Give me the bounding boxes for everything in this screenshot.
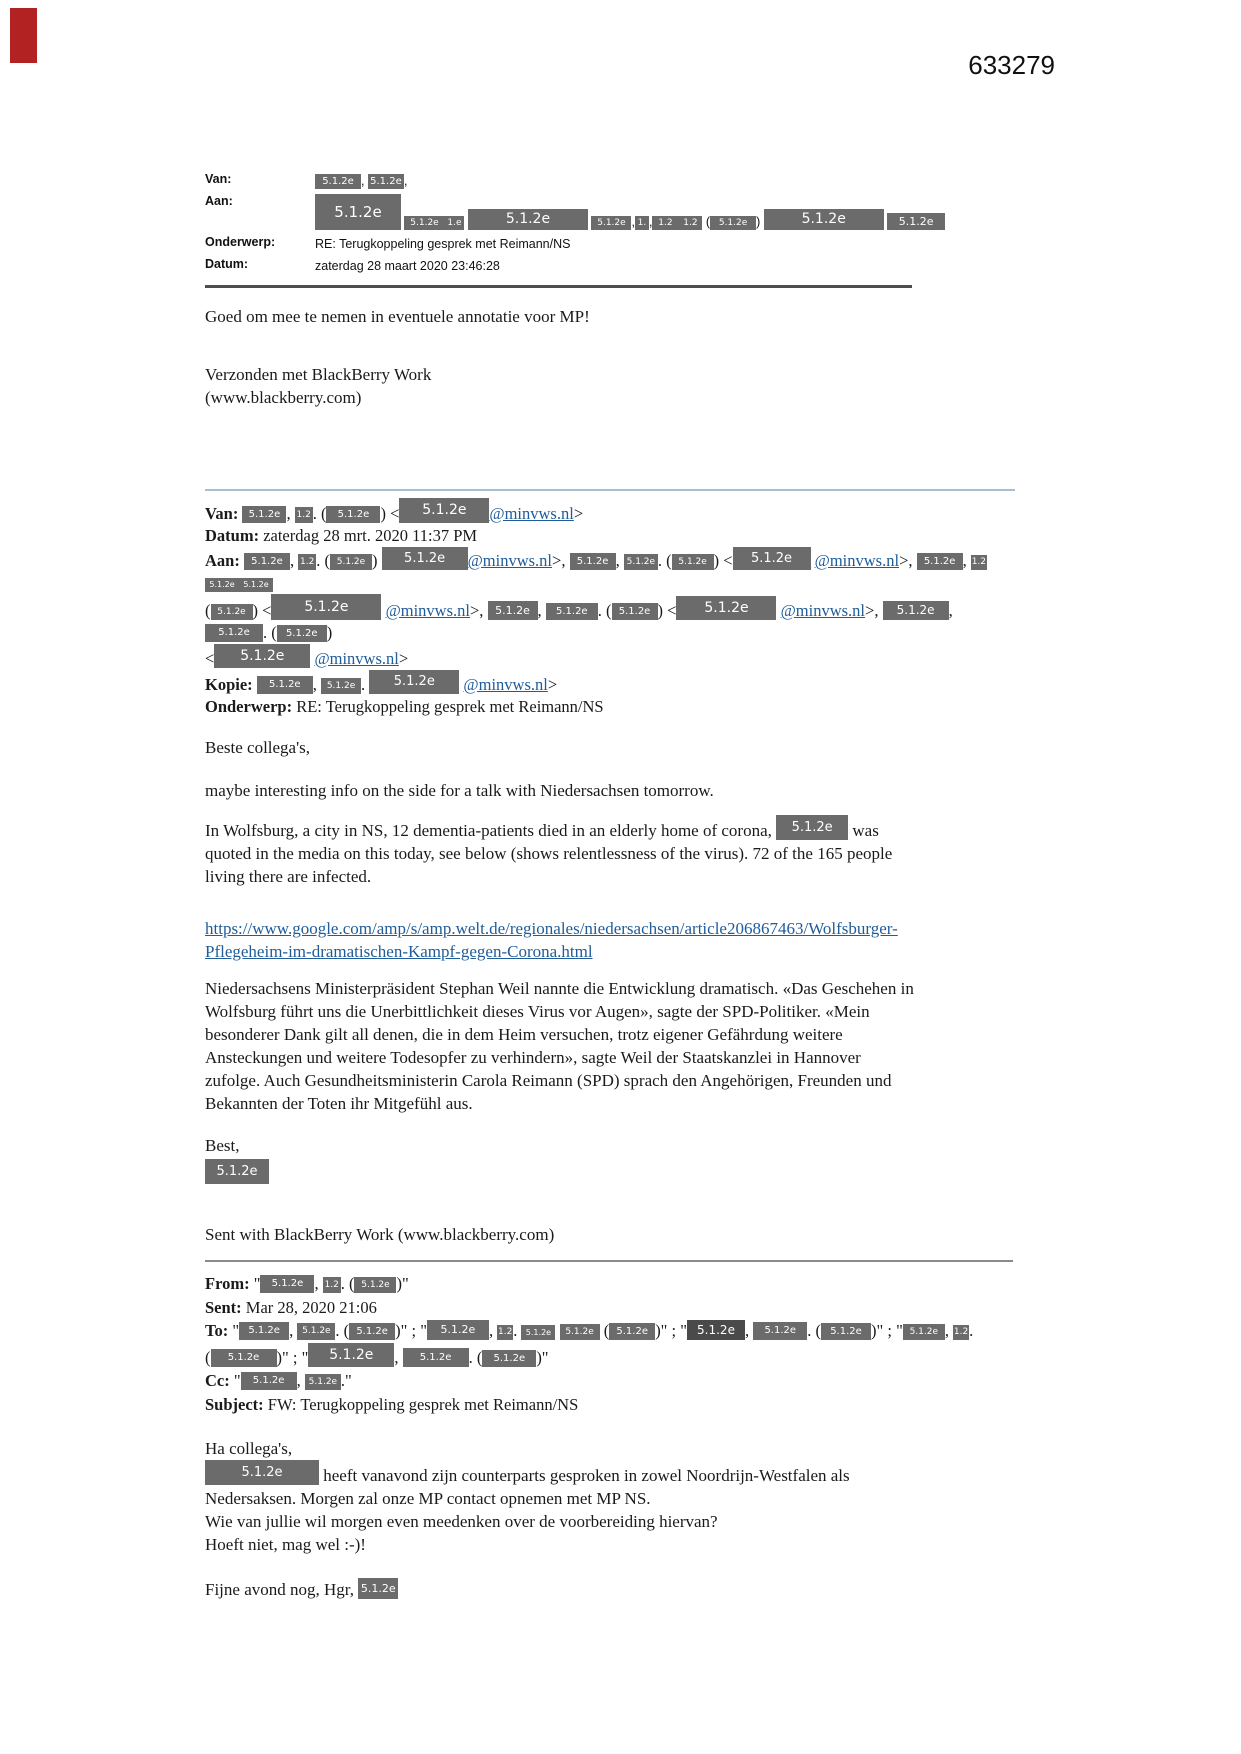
text-run: zaterdag 28 mrt. 2020 11:37 PM xyxy=(259,526,478,545)
aan-label: Aan: xyxy=(205,194,233,208)
text-run: ( xyxy=(205,601,211,620)
text-run: . ( xyxy=(340,1274,355,1293)
text-run: ) < xyxy=(657,601,677,620)
text-run: , xyxy=(944,1321,954,1340)
paragraph-info: maybe interesting info on the side for a talk with Niedersachsen tomorrow. xyxy=(205,781,714,800)
field-label: From: xyxy=(205,1274,250,1293)
text-run: ( xyxy=(702,215,711,229)
text-run: Fijne avond nog, Hgr, xyxy=(205,1580,359,1599)
footer-line2: Nedersaksen. Morgen zal onze MP contact opnemen met MP NS. xyxy=(205,1489,651,1508)
redaction-chip: 1.2 xyxy=(497,1325,513,1340)
document-number: 633279 xyxy=(968,50,1055,80)
redaction-chip: 5.1.2e xyxy=(821,1323,871,1340)
greeting-text: Beste collega's, xyxy=(205,738,311,757)
signature-redaction xyxy=(205,1159,917,1186)
aan-value xyxy=(315,194,945,231)
text-run: ) < xyxy=(713,551,733,570)
redaction-chip: 5.1.2e xyxy=(883,601,949,620)
redaction-chip: 5.1.2e xyxy=(315,174,361,189)
text-run: " xyxy=(249,1274,261,1293)
text-run: , xyxy=(615,551,624,570)
text-run: , xyxy=(745,1321,754,1340)
email-content xyxy=(205,172,1017,1601)
field-label: Subject: xyxy=(205,1394,264,1414)
text-run: >, xyxy=(552,551,570,570)
datum-line xyxy=(205,525,1005,547)
text-run: . xyxy=(969,1321,974,1340)
redaction-chip: 5.1.2e xyxy=(354,1277,396,1293)
text-run: , xyxy=(962,551,971,570)
text-run: , xyxy=(289,551,299,570)
text-run: , xyxy=(537,601,546,620)
redaction-chip: 5.1.2e xyxy=(214,644,310,668)
van-line xyxy=(205,498,1005,525)
text-run: RE: Terugkoppeling gesprek met Reimann/NS xyxy=(292,697,604,716)
email-header-top xyxy=(205,172,1017,275)
redaction-chip: 5.1.2e xyxy=(330,554,372,570)
redaction-chip: 5.1.2e xyxy=(753,1322,807,1340)
redaction-chip: 5.1.2e xyxy=(903,1324,945,1340)
footer-line3: Wie van jullie wil morgen even meedenken over de voorbereiding hiervan? xyxy=(205,1512,718,1531)
redaction-chip: 5.1.2e xyxy=(368,174,404,189)
redaction-chip: 5.1.2e xyxy=(624,554,658,570)
text-run: , xyxy=(948,601,953,620)
redaction-chip: 5.1.2e xyxy=(271,594,381,620)
text-run: ( xyxy=(599,1321,610,1340)
forwarded-email-header xyxy=(205,1272,1005,1416)
text-run: . ( xyxy=(263,623,277,642)
text-run: , xyxy=(312,675,322,694)
field-label: Datum: xyxy=(205,526,260,545)
redaction-chip: 5.1.2e xyxy=(672,554,714,570)
field-label: Cc: xyxy=(205,1371,230,1390)
redaction-chip: 5.1.2e xyxy=(211,604,253,620)
onderwerp-label: Onderwerp: xyxy=(205,235,276,249)
redaction-chip: 5.1.2e xyxy=(349,1323,395,1340)
redaction-chip: 5.1.2e xyxy=(399,498,489,523)
text-run: )" ; " xyxy=(276,1347,309,1367)
text-run: . ( xyxy=(312,504,327,523)
redaction-chip: 5.1.2e xyxy=(315,194,401,230)
redaction-chip: 5.1.2e xyxy=(521,1325,555,1340)
redaction-chip: 1. xyxy=(635,216,649,230)
footer-body xyxy=(205,1460,917,1556)
datum-value: zaterdag 28 maart 2020 23:46:28 xyxy=(315,259,500,273)
redaction-chip: 5.1.2e xyxy=(321,678,361,694)
redaction-chip: 5.1.2e xyxy=(404,216,444,230)
redaction-chip: 1.2 xyxy=(323,1277,341,1293)
text-run: , xyxy=(296,1371,305,1390)
text-run: )" ; " xyxy=(395,1321,427,1340)
blackberry-signature-nl xyxy=(205,363,917,409)
text-run: . xyxy=(361,675,370,694)
text-run: , xyxy=(314,1274,323,1293)
field-label: Aan: xyxy=(205,551,240,570)
redaction-chip: 5.1.2e xyxy=(687,1320,745,1340)
text-run: , xyxy=(631,215,635,229)
article-link[interactable] xyxy=(205,917,917,963)
redaction-chip: 5.1.2e xyxy=(570,553,616,570)
onderwerp-line xyxy=(205,696,1005,718)
header-row-datum xyxy=(205,257,1017,275)
text-run: heeft vanavond zijn counterparts gesproken in zowel Noordrijn-Westfalen als xyxy=(319,1466,850,1485)
text-run: , xyxy=(286,504,295,523)
text-run: was quoted in the media on this today, see below (shows relentlessness of the virus). 72 of the 165 people living there are infected. xyxy=(205,821,893,886)
text-run: FW: Terugkoppeling gesprek met Reimann/NS xyxy=(263,1394,579,1414)
text-run: >, xyxy=(899,551,917,570)
redaction-chip: 1.2 xyxy=(678,216,702,230)
article-link-line2[interactable]: Pflegeheim-im-dramatischen-Kampf-gegen-Corona.html xyxy=(205,942,593,961)
header-row-van xyxy=(205,172,1017,190)
text-run: < xyxy=(205,649,215,668)
redaction-chip: 5.1.2e xyxy=(676,596,776,620)
sent-line xyxy=(205,1296,1005,1320)
cc-line xyxy=(205,1369,1005,1393)
redaction-chip: 5.1.2e xyxy=(887,213,945,230)
field-label: To: xyxy=(205,1321,229,1340)
text-run: . ( xyxy=(335,1321,350,1340)
redaction-chip: 5.1.2e xyxy=(764,209,884,230)
datum-label: Datum: xyxy=(205,257,249,271)
footer-signoff xyxy=(205,1578,917,1601)
redaction-chip: 1.2 xyxy=(971,555,987,570)
redaction-chip: 5.1.2e xyxy=(917,553,963,570)
email-link[interactable]: @minvws.nl xyxy=(814,551,900,570)
text-run: , xyxy=(289,1321,298,1340)
redaction-chip: 1.2 xyxy=(652,216,678,230)
redaction-chip: 5.1.2e xyxy=(205,578,239,592)
text-run: In Wolfsburg, a city in NS, 12 dementia-patients died in an elderly home of corona, xyxy=(205,821,777,840)
text-run: )" xyxy=(536,1347,549,1367)
footer-line4: Hoeft niet, mag wel :-)! xyxy=(205,1535,366,1554)
text-run: )" ; " xyxy=(655,1321,687,1340)
text-run: >, xyxy=(865,601,883,620)
header-row-onderwerp xyxy=(205,235,1017,253)
redaction-chip: 5.1.2e xyxy=(326,506,380,523)
article-link-line1[interactable]: https://www.google.com/amp/s/amp.welt.de/regionales/niedersachsen/article206867463/Wolfsburger- xyxy=(205,919,898,938)
text-run: ) xyxy=(371,551,382,570)
text-run: > xyxy=(398,649,409,668)
header-divider xyxy=(205,285,912,288)
text-run: , xyxy=(403,174,408,188)
text-run: . xyxy=(513,1321,522,1340)
text-run: Mar 28, 2020 21:06 xyxy=(241,1297,377,1317)
text-run: " xyxy=(229,1371,241,1390)
aan-line-2 xyxy=(205,594,1005,644)
redaction-chip: 5.1.2e xyxy=(358,1578,398,1599)
email-link[interactable]: @minvws.nl xyxy=(385,601,470,620)
redaction-chip: 5.1.2e xyxy=(239,578,273,592)
redaction-chip: 5.1.2e xyxy=(239,1322,289,1340)
redaction-chip: 1.e xyxy=(444,216,464,230)
blackberry-line2: (www.blackberry.com) xyxy=(205,388,362,407)
forward-divider xyxy=(205,1260,1013,1262)
from-line xyxy=(205,1272,1005,1296)
redaction-chip: 5.1.2e xyxy=(710,216,756,230)
text-run: ) < xyxy=(380,504,400,523)
text-run: " xyxy=(228,1321,240,1340)
redaction-chip: 5.1.2e xyxy=(403,1348,469,1367)
email-link[interactable]: @minvws.nl xyxy=(489,504,574,523)
redaction-chip: 5.1.2e xyxy=(591,216,631,230)
van-value xyxy=(315,172,407,190)
redaction-chip: 5.1.2e xyxy=(612,603,658,620)
email-link[interactable]: @minvws.nl xyxy=(463,675,548,694)
footer-greeting: Ha collega's, xyxy=(205,1439,293,1458)
text-run: )" xyxy=(396,1274,409,1293)
quoted-email-divider xyxy=(205,489,1015,491)
aan-line-3 xyxy=(205,644,1005,670)
van-label: Van: xyxy=(205,172,232,186)
text-run: > xyxy=(547,675,558,694)
field-label: Kopie: xyxy=(205,675,253,694)
email-link[interactable]: @minvws.nl xyxy=(780,601,866,620)
text-run: , xyxy=(488,1321,498,1340)
email-link[interactable]: @minvws.nl xyxy=(314,649,399,668)
intro-text: Goed om mee te nemen in eventuele annotatie voor MP! xyxy=(205,307,590,326)
header-row-aan xyxy=(205,194,1017,231)
blackberry-line1: Verzonden met BlackBerry Work xyxy=(205,365,432,384)
red-corner-mark xyxy=(10,8,37,63)
redaction-chip: 5.1.2e xyxy=(244,553,290,570)
redaction-chip: 5.1.2e xyxy=(241,1372,297,1390)
text-run: , xyxy=(648,215,653,229)
field-label: Onderwerp: xyxy=(205,697,293,716)
text-run: ) xyxy=(756,215,764,229)
text-run: > xyxy=(573,504,584,523)
redaction-chip: 5.1.2e xyxy=(369,670,459,694)
redaction-chip: 5.1.2e xyxy=(205,1460,319,1485)
closing-text: Best, xyxy=(205,1136,240,1155)
text-run: ( xyxy=(205,1347,211,1367)
footer-line1 xyxy=(205,1460,917,1487)
blackberry-signature-en: Sent with BlackBerry Work (www.blackberry.com) xyxy=(205,1225,555,1244)
redaction-chip: 5.1.2e xyxy=(488,601,538,620)
text-run: ) xyxy=(326,623,333,642)
redaction-chip: 5.1.2e xyxy=(242,506,286,523)
text-run: )" ; " xyxy=(871,1321,903,1340)
text-run: , xyxy=(394,1347,403,1367)
text-run: >, xyxy=(469,601,488,620)
redaction-chip: 5.1.2e xyxy=(468,209,588,230)
email-link[interactable]: @minvws.nl xyxy=(467,551,553,570)
redaction-chip: 5.1.2e xyxy=(211,1349,277,1367)
redaction-chip: 5.1.2e xyxy=(205,624,263,642)
text-run: . ( xyxy=(807,1321,821,1340)
text-run: ) < xyxy=(252,601,272,620)
redaction-chip: 5.1.2e xyxy=(297,1323,335,1340)
paragraph-wolfsburg xyxy=(205,815,917,888)
text-run: ." xyxy=(340,1371,352,1390)
redaction-chip: 5.1.2e xyxy=(277,625,327,642)
redaction-chip: 1.2 xyxy=(298,554,316,570)
redaction-chip: 5.1.2e xyxy=(305,1374,341,1390)
to-line-1 xyxy=(205,1319,1005,1343)
redaction-chip: 5.1.2e xyxy=(205,1159,269,1184)
to-line-2 xyxy=(205,1343,1005,1370)
aan-line-1 xyxy=(205,547,1005,594)
redaction-chip: 5.1.2e xyxy=(482,1350,536,1367)
text-run: . ( xyxy=(657,551,672,570)
redaction-chip: 5.1.2e xyxy=(260,1275,314,1293)
text-run: . ( xyxy=(597,601,612,620)
redaction-chip: 5.1.2e xyxy=(382,547,468,570)
redaction-chip: 5.1.2e xyxy=(257,676,313,694)
redaction-chip: 1.2 xyxy=(295,507,313,523)
text-run: . ( xyxy=(468,1347,483,1367)
text-run: . ( xyxy=(316,551,330,570)
redaction-chip: 1.2 xyxy=(953,1325,969,1340)
redaction-chip: 5.1.2e xyxy=(308,1343,394,1367)
subject-line xyxy=(205,1393,1005,1417)
redaction-chip: 5.1.2e xyxy=(733,547,811,570)
redaction-chip: 5.1.2e xyxy=(546,603,598,620)
paragraph-german-quote: Niedersachsens Ministerpräsident Stephan Weil nannte die Entwicklung dramatisch. «Das Geschehen in Wolfsburg führt uns die Unerbittlichkeit dieses Virus vor Augen», sagte der SPD-Politiker. «Mein besonderer Dank gilt all denen, die in dem Heim versuchen, trotz eigener Gefährdung weitere Ansteckungen und weitere Todesopfer zu verhindern», sagte Weil der Staatskanzlei in Hannover zufolge. Auch Gesundheitsministerin Carola Reimann (SPD) sprach den Angehörigen, Freunden und Bekannten der Toten ihr Mitgefühl aus. xyxy=(205,979,914,1113)
redaction-chip: 5.1.2e xyxy=(609,1323,655,1340)
onderwerp-value: RE: Terugkoppeling gesprek met Reimann/NS xyxy=(315,237,571,251)
redaction-chip: 5.1.2e xyxy=(560,1324,600,1340)
redaction-chip: 5.1.2e xyxy=(427,1320,489,1340)
field-label: Sent: xyxy=(205,1297,242,1317)
redaction-chip: 5.1.2e xyxy=(776,815,848,840)
field-label: Van: xyxy=(205,504,239,523)
kopie-line xyxy=(205,670,1005,696)
quoted-email-header xyxy=(205,498,1005,718)
text-run: , xyxy=(361,174,368,188)
